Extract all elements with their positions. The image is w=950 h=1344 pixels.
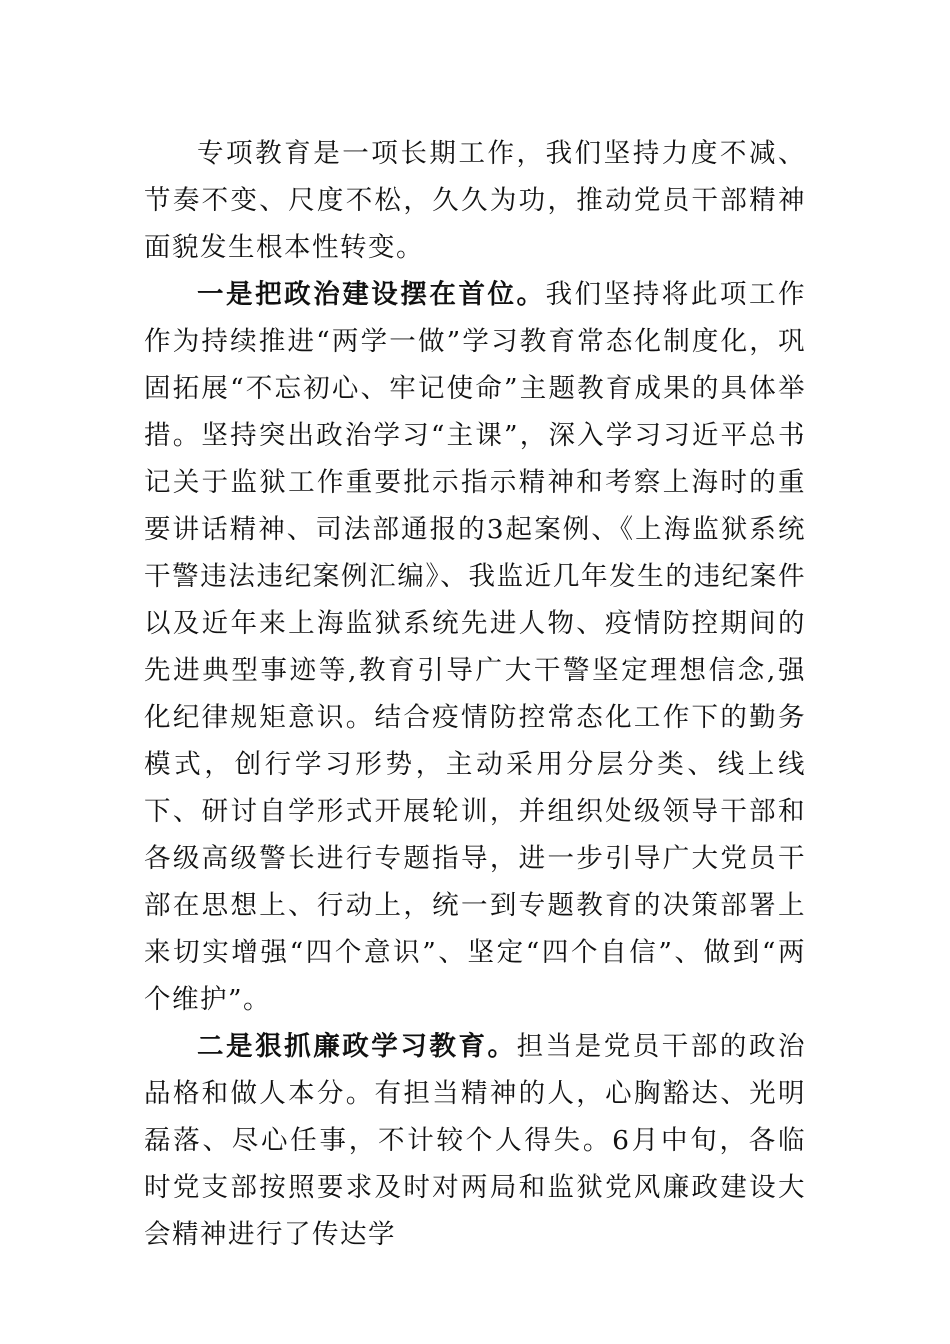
paragraph-political-construction	[144, 271, 806, 1023]
paragraph-integrity-education	[144, 1023, 806, 1258]
paragraph-lead: 一是把政治建设摆在首位。	[197, 279, 546, 310]
paragraph-text: 专项教育是一项长期工作，我们坚持力度不减、节奏不变、尺度不松，久久为功，推动党员干部精神面貌发生根本性转变。	[144, 138, 806, 263]
paragraph-text: 担当是党员干部的政治品格和做人本分。有担当精神的人，心胸豁达、光明磊落、尽心任事，不计较个人得失。6月中旬，各临时党支部按照要求及时对两局和监狱党风廉政建设大会精神进行了传达学	[144, 1031, 807, 1250]
document-body	[144, 130, 806, 1258]
paragraph-intro	[144, 130, 806, 271]
paragraph-lead: 二是狠抓廉政学习教育。	[197, 1031, 517, 1062]
paragraph-text: 我们坚持将此项工作作为持续推进“两学一做”学习教育常态化制度化，巩固拓展“不忘初心、牢记使命”主题教育成果的具体举措。坚持突出政治学习“主课”，深入学习习近平总书记关于监狱工作重要批示指示精神和考察上海时的重要讲话精神、司法部通报的3起案例、《上海监狱系统干警违法违纪案例汇编》、我监近几年发生的违纪案件以及近年来上海监狱系统先进人物、疫情防控期间的先进典型事迹等,教育引导广大干警坚定理想信念,强化纪律规矩意识。结合疫情防控常态化工作下的勤务模式，创行学习形势，主动采用分层分类、线上线下、研讨自学形式开展轮训，并组织处级领导干部和各级高级警长进行专题指导，进一步引导广大党员干部在思想上、行动上，统一到专题教育的决策部署上来切实增强“四个意识”、坚定“四个自信”、做到“两个维护”。	[144, 279, 807, 1015]
